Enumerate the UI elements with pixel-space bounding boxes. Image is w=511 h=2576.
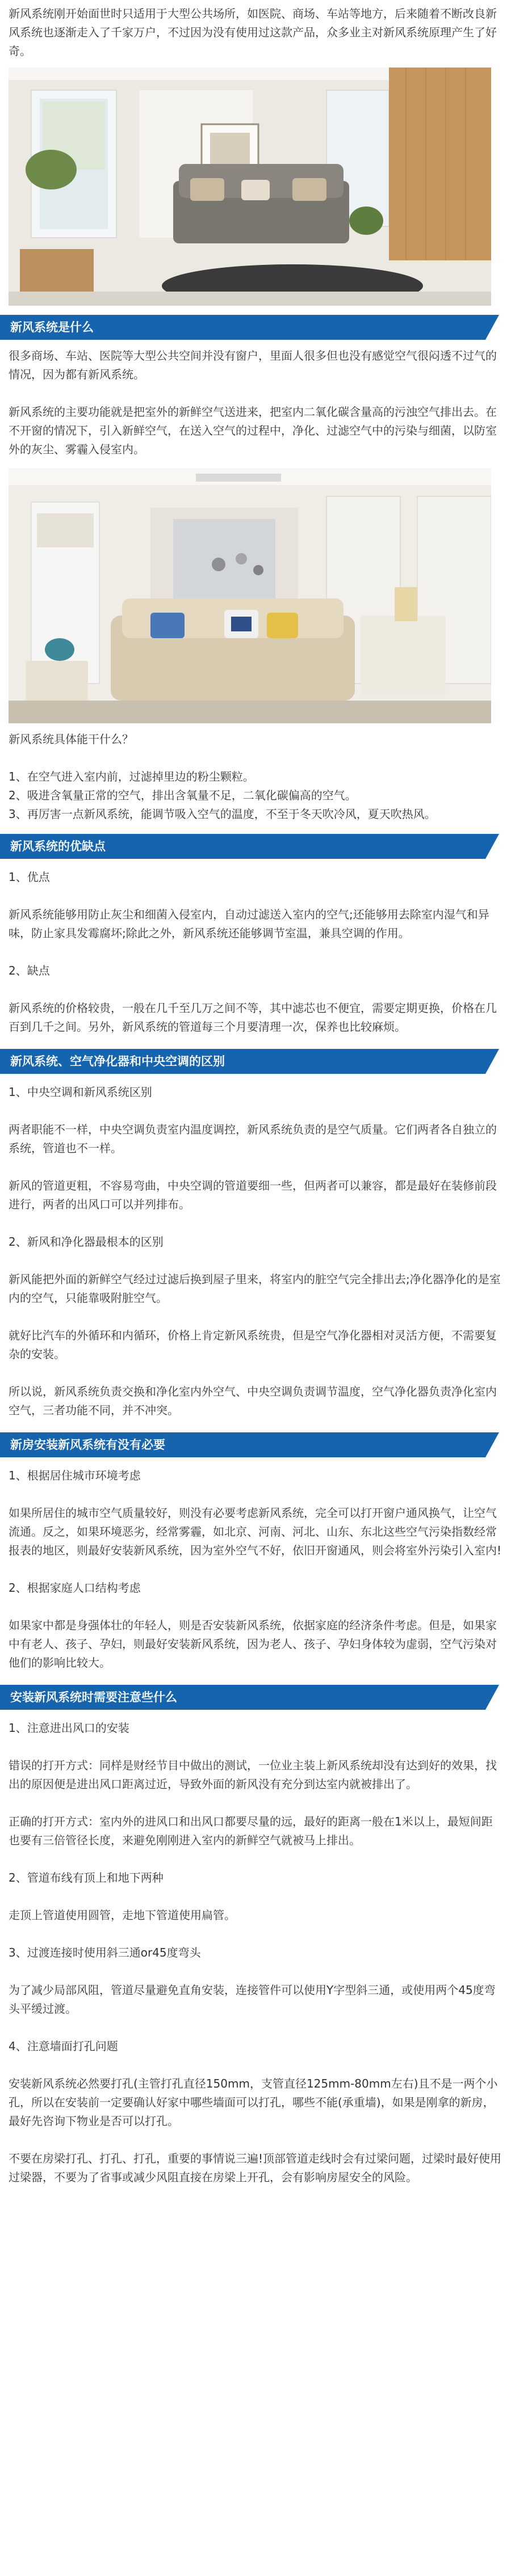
section5-subheading-2: 2、管道布线有顶上和地下两种 [9, 1871, 164, 1884]
living-room-photo [9, 68, 491, 306]
section-heading-installation: 安装新风系统时需要注意些什么 [0, 1685, 511, 1710]
intro-paragraph: 新风系统刚开始面世时只适用于大型公共场所，如医院、商场、车站等地方，后来随着不断改良新风系统也逐渐走入了千家万户，不过因为没有使用过这款产品，众多业主对新风系统原理产生了好奇。 [9, 7, 497, 58]
section4-paragraph-1: 如果所居住的城市空气质量较好，则没有必要考虑新风系统，完全可以打开窗户通风换气，让空气流通。反之，如果环境恶劣，经常雾霾，如北京、河南、河北、山东、东北这些空气污染指数经常报表的地区，则最好安装新风系统，因为室外空气不好，依旧开窗通风，则会将室外污染引入室内! [9, 1506, 502, 1557]
section1-item-3: 3、再厉害一点新风系统，能调节吸入空气的温度，不至于冬天吹冷风，夏天吹热风。 [9, 807, 436, 821]
section3-paragraph-5: 所以说，新风系统负责交换和净化室内外空气、中央空调负责调节温度，空气净化器负责净化室内空气，三者功能不同，并不冲突。 [9, 1385, 497, 1417]
section5-paragraph-1: 错误的打开方式：同样是财经节目中做出的测试，一位业主装上新风系统却没有达到好的效果，找出的原因便是进出风口距离过近，导致外面的新风没有充分到达室内就被排出了。 [9, 1759, 497, 1791]
sofa-room-photo [9, 468, 491, 723]
section2-subheading-1: 1、优点 [9, 870, 50, 884]
section5-subheading-1: 1、注意进出风口的安装 [9, 1721, 129, 1735]
section-heading-necessity: 新房安装新风系统有没有必要 [0, 1432, 511, 1457]
section5-subheading-3: 3、过渡连接时使用斜三通or45度弯头 [9, 1946, 201, 1959]
section3-paragraph-1: 两者职能不一样，中央空调负责室内温度调控，新风系统负责的是空气质量。它们两者各自独立的系统，管道也不一样。 [9, 1123, 497, 1155]
sofa-room-image [9, 468, 491, 723]
section4-paragraph-2: 如果家中都是身强体壮的年轻人，则是否安装新风系统，依据家庭的经济条件考虑。但是，如果家中有老人、孩子、孕妇，则最好安装新风系统，因为老人、孩子、孕妇身体较为虚弱，空气污染对他们的影响比较大。 [9, 1618, 497, 1669]
section1-question: 新风系统具体能干什么？ [9, 732, 133, 746]
section5-paragraph-5: 安装新风系统必然要打孔(主管打孔直径150mm，支管直径125mm-80mm左右)且不是一两个小孔，所以在安装前一定要确认好家中哪些墙面可以打孔，哪些不能(承重墙)，如果是刚拿的新房，最好先咨询下物业是否可以打孔。 [9, 2077, 498, 2128]
section-heading-pros-cons: 新风系统的优缺点 [0, 834, 511, 859]
section5-paragraph-6: 不要在房梁打孔、打孔、打孔，重要的事情说三遍!顶部管道走线时会有过梁问题，过梁时最好使用过梁器，不要为了省事或减少风阻直接在房梁上开孔，会有影响房屋安全的风险。 [9, 2152, 502, 2184]
section5-paragraph-2: 正确的打开方式：室内外的进风口和出风口都要尽量的远，最好的距离一般在1米以上，最短间距也要有三倍管径长度，来避免刚刚进入室内的新鲜空气就被马上排出。 [9, 1815, 493, 1847]
section4-subheading-2: 2、根据家庭人口结构考虑 [9, 1581, 141, 1595]
section2-paragraph-1: 新风系统能够用防止灰尘和细菌入侵室内，自动过滤送入室内的空气;还能够用去除室内湿气和异味，防止家具发霉腐坏;除此之外，新风系统还能够调节室温，兼具空调的作用。 [9, 908, 489, 940]
section5-paragraph-4: 为了减少局部风阻，管道尽量避免直角安装，连接管件可以使用Y字型斜三通，或使用两个45度弯头平缓过渡。 [9, 1983, 496, 2016]
section3-paragraph-3: 新风能把外面的新鲜空气经过过滤后换到屋子里来，将室内的脏空气完全排出去;净化器净化的是室内的空气，只能靠吸附脏空气。 [9, 1272, 501, 1305]
section1-item-1: 1、在空气进入室内前，过滤掉里边的粉尘颗粒。 [9, 770, 254, 783]
section-heading-difference: 新风系统、空气净化器和中央空调的区别 [0, 1049, 511, 1074]
living-room-image [9, 68, 491, 306]
section3-subheading-2: 2、新风和净化器最根本的区别 [9, 1235, 164, 1249]
section1-paragraph-2: 新风系统的主要功能就是把室外的新鲜空气送进来，把室内二氧化碳含量高的污浊空气排出去。在不开窗的情况下，引入新鲜空气，在送入空气的过程中，净化、过滤空气中的污染与细菌，以防室外的灰尘、雾霾入侵室内。 [9, 405, 497, 456]
section5-paragraph-3: 走顶上管道使用圆管，走地下管道使用扁管。 [9, 1908, 236, 1922]
section2-paragraph-2: 新风系统的价格较贵，一般在几千至几万之间不等，其中滤芯也不便宜，需要定期更换，价格在几百到几千之间。另外，新风系统的管道每三个月要清理一次，保养也比较麻烦。 [9, 1001, 497, 1034]
section1-paragraph-1: 很多商场、车站、医院等大型公共空间并没有窗户，里面人很多但也没有感觉空气很闷透不过气的情况，因为都有新风系统。 [9, 349, 497, 381]
section-heading-what: 新风系统是什么 [0, 315, 511, 340]
section3-paragraph-2: 新风的管道更粗，不容易弯曲，中央空调的管道要细一些，但两者可以兼容，都是最好在装修前段进行，两者的出风口可以并列排布。 [9, 1179, 497, 1211]
section2-subheading-2: 2、缺点 [9, 964, 50, 977]
section3-subheading-1: 1、中央空调和新风系统区别 [9, 1085, 152, 1099]
section3-paragraph-4: 就好比汽车的外循环和内循环，价格上肯定新风系统贵，但是空气净化器相对灵活方便，不需要复杂的安装。 [9, 1329, 497, 1361]
section5-subheading-4: 4、注意墙面打孔问题 [9, 2039, 118, 2053]
section4-subheading-1: 1、根据居住城市环境考虑 [9, 1469, 141, 1482]
section1-item-2: 2、吸进含氧量正常的空气，排出含氧量不足，二氧化碳偏高的空气。 [9, 789, 357, 802]
